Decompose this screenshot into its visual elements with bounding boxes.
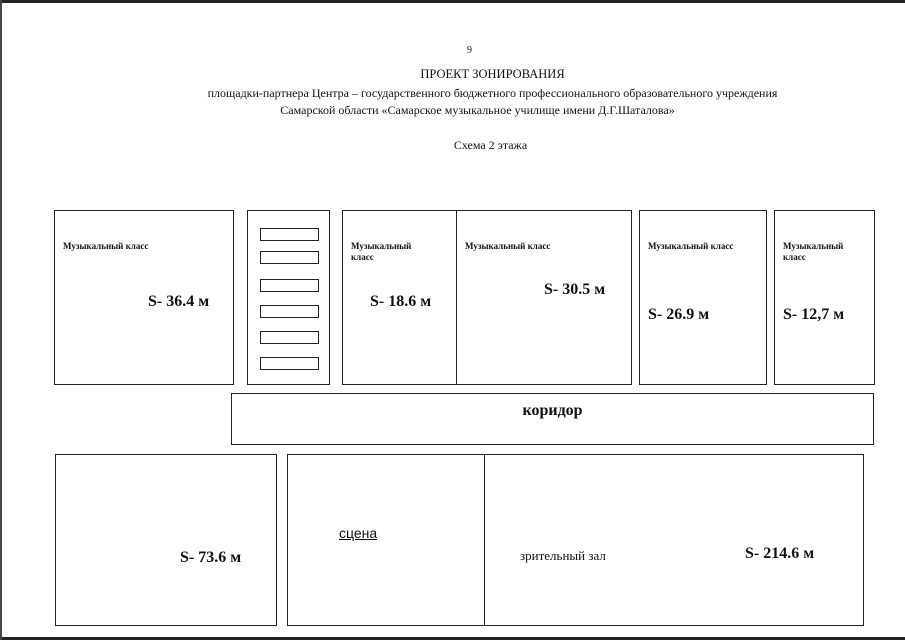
document-subtitle-line1: площадки-партнера Центра – государственного бюджетного профессионального образовательного учреждения: [207, 86, 778, 100]
auditorium-area: S- 214.6 м: [745, 545, 815, 562]
room-divider: [456, 211, 457, 384]
page-top-edge: [0, 0, 905, 3]
room-music-class-4: [639, 210, 767, 385]
stair-step: [260, 251, 319, 264]
room-block-2-3: [342, 210, 632, 385]
auditorium-label: зрительный зал: [520, 548, 606, 563]
page-number: 9: [467, 45, 472, 56]
room-area: S- 36.4 м: [148, 293, 210, 310]
room-area: S- 73.6 м: [180, 549, 242, 566]
room-area: S- 12,7 м: [783, 306, 845, 323]
room-area: S- 26.9 м: [648, 306, 710, 323]
room-area: S- 18.6 м: [370, 293, 432, 310]
stair-step: [260, 279, 319, 292]
room-label: Музыкальный класс: [63, 241, 149, 251]
corridor-label: коридор: [522, 402, 583, 419]
page-left-edge: [0, 0, 2, 640]
scheme-caption: Схема 2 этажа: [453, 138, 528, 152]
room-label: Музыкальный класс: [465, 241, 551, 251]
stair-step: [260, 357, 319, 370]
stage-label: сцена: [339, 525, 378, 541]
room-music-class-5: [774, 210, 875, 385]
room-label: Музыкальный класс: [648, 241, 734, 251]
room-bottom-left: [55, 454, 277, 626]
room-label: Музыкальный класс: [783, 241, 844, 262]
room-area: S- 30.5 м: [544, 281, 606, 298]
room-music-class-1: [54, 210, 234, 385]
document-title: ПРОЕКТ ЗОНИРОВАНИЯ: [420, 67, 565, 81]
room-label: Музыкальный класс: [351, 241, 412, 262]
corridor: [231, 393, 874, 445]
stairwell: [247, 210, 330, 385]
stair-step: [260, 331, 319, 344]
document-subtitle-line2: Самарской области «Самарское музыкальное училище имени Д.Г.Шаталова»: [280, 103, 675, 117]
stair-step: [260, 305, 319, 318]
stage-and-hall: [287, 454, 864, 626]
auditorium: [484, 455, 863, 625]
stair-step: [260, 228, 319, 241]
